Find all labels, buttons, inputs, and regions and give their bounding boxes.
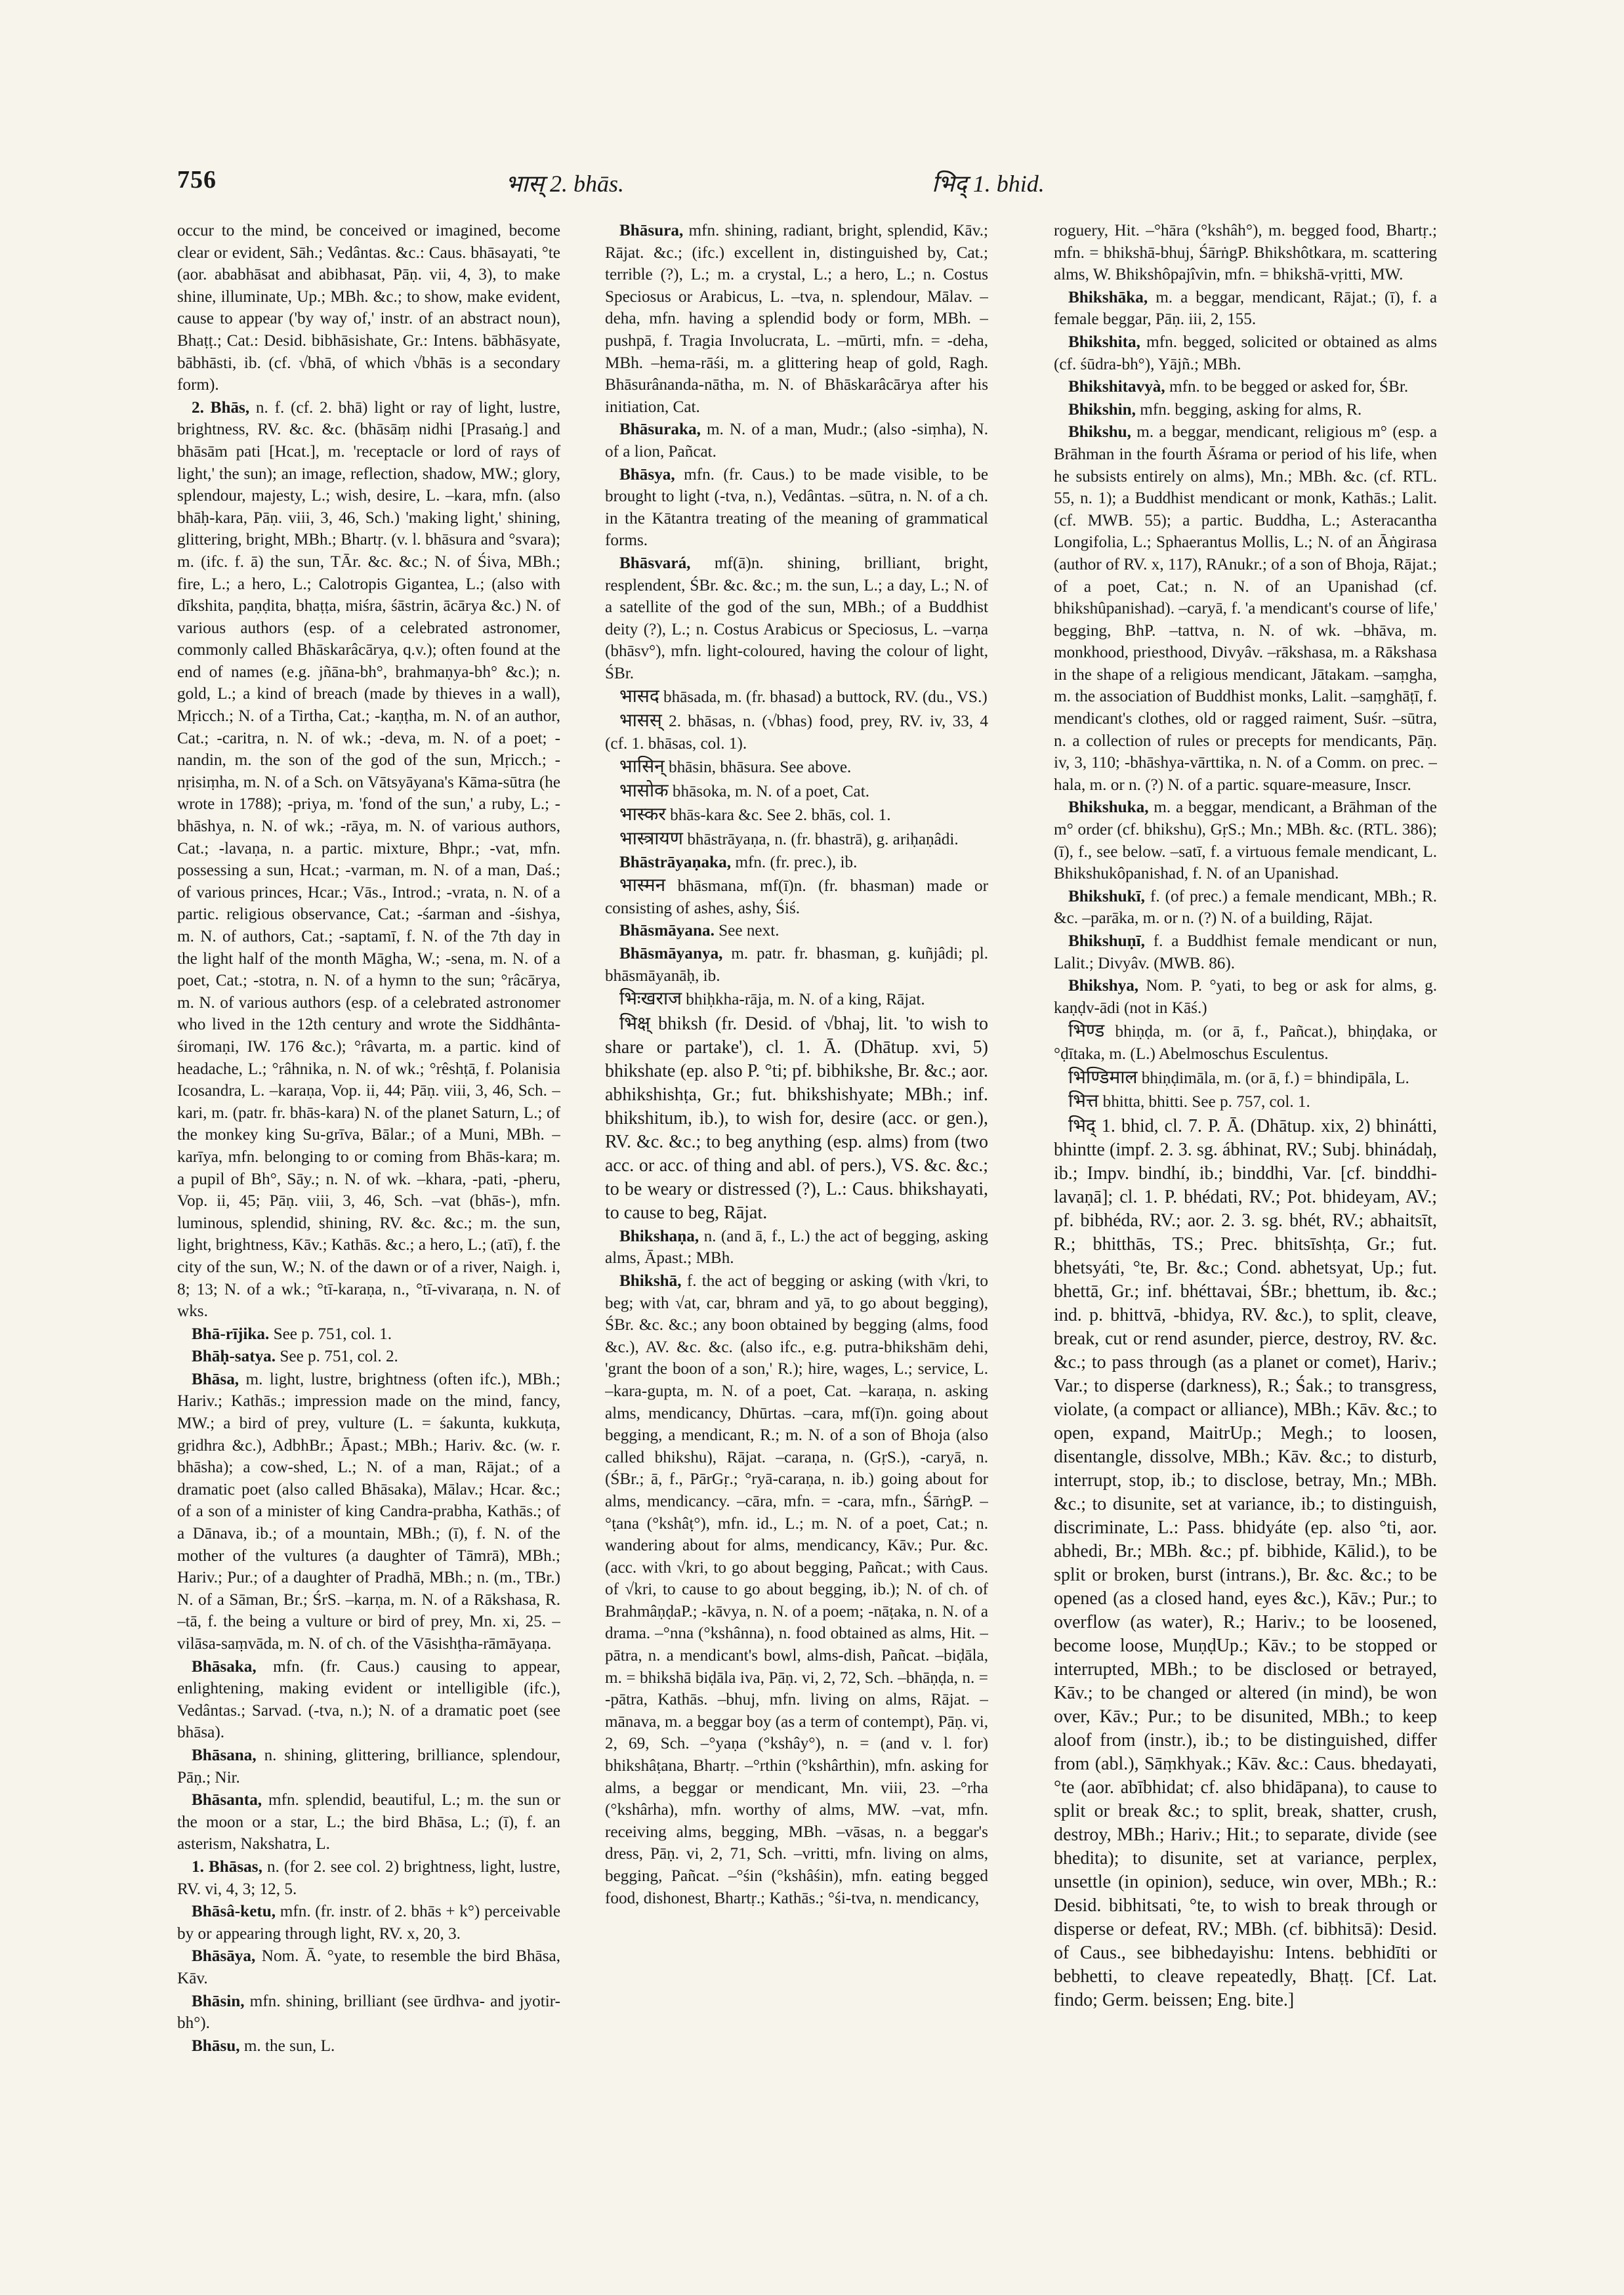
entry-headword: 1. Bhāsas,	[192, 1857, 262, 1876]
entry-headword: Bhāsana,	[192, 1746, 257, 1764]
entry-definition: m. patr. fr. bhasman, g. kuñjâdi; pl. bhāsmāyanāḥ, ib.	[605, 945, 988, 985]
dictionary-entry	[177, 220, 560, 396]
dictionary-entry	[605, 803, 988, 827]
dictionary-entry	[605, 419, 988, 463]
entry-definition: m. a beggar, mendicant, Rājat.; (ī), f. a female beggar, Pāṇ. iii, 2, 155.	[1054, 288, 1437, 329]
entry-definition: mfn. begged, solicited or obtained as alms (cf. śūdra-bh°), Yājñ.; MBh.	[1054, 333, 1437, 373]
entry-headword: Bhāsin,	[192, 1992, 245, 2010]
entry-headword: Bhāsmāyanya,	[619, 945, 723, 962]
devanagari-headword: भास्त्रायण	[619, 827, 684, 850]
entry-definition: bhāsmana, mf(ī)n. (fr. bhasman) made or consisting of ashes, ashy, Śiś.	[605, 877, 988, 917]
devanagari-headword: भिक्ष्	[619, 1012, 651, 1034]
entry-definition: bhiksh (fr. Desid. of √bhaj, lit. 'to wish to share or partake'), cl. 1. Ā. (Dhātup. xvi, 5) bhikshate (ep. also P. °ti; pf. bibhikshe, Br. &c.; aor. abhikshishṭa, Gr.; fut. bhikshishyate; MBh.; inf. bhikshitum, ib.), to wish for, desire (acc. or gen.), RV. &c. &c.; to beg anything (esp. alms) from (two acc. or acc. of thing and abl. of pers.), VS. &c. &c.; to be weary or distressed (?), L.: Caus. bhikshayati, to cause to beg, Rājat.	[605, 1013, 988, 1223]
entry-headword: Bhāsāya,	[192, 1947, 256, 1966]
entry-definition: mfn. (fr. Caus.) to be made visible, to be brought to light (-tva, n.), Vedântas. –sūtra, n. N. of a ch. in the Kātantra treating of the meaning of grammatical forms.	[605, 465, 988, 550]
entry-definition: bhāsada, m. (fr. bhasad) a buttock, RV. (du., VS.)	[663, 688, 988, 707]
entry-definition: m. a beggar, mendicant, a Brāhman of the m° order (cf. bhikshu), GṛS.; Mn.; MBh. &c. (RTL. 386); (ī), f., see below. –satī, f. a virtuous female mendicant, L. Bhikshukôpanishad, f. N. of an Upanishad.	[1054, 798, 1437, 883]
column-2	[605, 220, 988, 2231]
dictionary-entry	[177, 1745, 560, 1788]
dictionary-entry	[177, 1901, 560, 1945]
entry-headword: Bhikshitavyà,	[1068, 378, 1165, 396]
dictionary-entry	[177, 397, 560, 1323]
dictionary-entry	[605, 220, 988, 418]
dictionary-entry	[177, 1323, 560, 1346]
entry-definition: bhiṇḍimāla, m. (or ā, f.) = bhindipāla, L.	[1141, 1069, 1409, 1087]
entry-definition: n. (for 2. see col. 2) brightness, light, lustre, RV. vi, 4, 3; 12, 5.	[177, 1857, 560, 1898]
dictionary-entry	[605, 920, 988, 942]
entry-headword: Bhāsmāyana.	[619, 922, 715, 940]
entry-definition: m. N. of a man, Mudr.; (also -siṃha), N. of a lion, Pañcat.	[605, 421, 988, 461]
entry-definition: f. (of prec.) a female mendicant, MBh.; R. &c. –parāka, m. or n. (?) N. of a building, Rājat.	[1054, 887, 1437, 928]
column-3	[1054, 220, 1437, 2231]
entry-definition: m. the sun, L.	[243, 2037, 335, 2055]
devanagari-headword: भित्त	[1068, 1090, 1099, 1112]
dictionary-entry	[177, 1789, 560, 1855]
dictionary-entry	[177, 1945, 560, 1989]
entry-headword: Bhāsâ-ketu,	[192, 1903, 276, 1921]
entry-definition: occur to the mind, be conceived or imagined, become clear or evident, Sāh.; Vedântas. &c.: Caus. bhāsayati, °te (aor. ababhāsat and abibhasat, Pāṇ. vii, 4, 3), to make shine, illuminate, Up.; MBh. &c.; to show, make evident, cause to appear ('by way of,' instr. of an abstract noun), Bhaṭṭ.; Cat.: Desid. bibhāsishate, Gr.: Intens. bābhāsyate, bābhāsti, ib. (cf. √bhā, of which √bhās is a secondary form).	[177, 222, 560, 394]
dictionary-entry	[1054, 1020, 1437, 1065]
entry-definition: n. shining, glittering, brilliance, splendour, Pāṇ.; Nir.	[177, 1746, 560, 1787]
entry-definition: m. a beggar, mendicant, religious m° (esp. a Brāhman in the fourth Āśrama or period of his life, when he subsists entirely on alms), Mn.; MBh. &c. (cf. RTL. 55, n. 1); a Buddhist mendicant or monk, Kathās.; Lalit. (cf. MWB. 55); a partic. Buddha, L.; Asteracantha Longifolia, L.; Sphaerantus Mollis, L.; N. of an Āṅgirasa (author of RV. x, 117), RAnukr.; of a son of Bhoja, Rājat.; of a poet, Cat.; n. N. of an Upanishad (cf. bhikshûpanishad). –caryā, f. 'a mendicant's course of life,' begging, BhP. –tattva, n. N. of wk. –bhāva, m. monkhood, priesthood, Divyâv. –rākshasa, m. a Rākshasa in the shape of a religious mendicant, Jātakam. –saṃgha, m. the association of Buddhist monks, Lalit. –saṃghāṭī, f. mendicant's clothes, old or ragged raiment, Suśr. –sūtra, n. a collection of rules or precepts for mendicants, Pāṇ. iv, 3, 110; -bhāshya-vārttika, n. N. of a Comm. on prec. –hala, m. or n. (?) N. of a partic. square-measure, Inscr.	[1054, 423, 1437, 794]
page-number: 756	[177, 166, 217, 194]
devanagari-headword: भासद	[619, 685, 659, 707]
entry-definition: bhitta, bhitti. See p. 757, col. 1.	[1102, 1093, 1310, 1111]
dictionary-entry	[177, 1369, 560, 1655]
dictionary-entry	[605, 1012, 988, 1225]
entry-headword: Bhikshāka,	[1068, 288, 1148, 306]
entry-headword: Bhāsura,	[619, 222, 684, 239]
dictionary-entry	[605, 755, 988, 779]
dictionary-entry	[1054, 220, 1437, 286]
entry-definition: See p. 751, col. 1.	[273, 1325, 392, 1343]
dictionary-entry	[177, 2035, 560, 2057]
dictionary-entry	[605, 709, 988, 755]
entry-definition: See p. 751, col. 2.	[280, 1348, 398, 1366]
entry-definition: mfn. shining, brilliant (see ūrdhva- and jyotir-bh°).	[177, 1992, 560, 2033]
dictionary-entry	[605, 1270, 988, 1909]
entry-headword: Bhikshā,	[619, 1272, 682, 1290]
column-1	[177, 220, 560, 2231]
entry-headword: Bhikshuṇī,	[1068, 932, 1145, 950]
dictionary-entry	[605, 943, 988, 987]
entry-definition: mf(ā)n. shining, brilliant, bright, resplendent, ŚBr. &c. &c.; m. the sun, L.; a day, L.; N. of a satellite of the god of the sun, MBh.; of a Buddhist deity (?), L.; n. Costus Arabicus or Speciosus, L. –varṇa (bhāsv°), mfn. light-coloured, having the colour of light, ŚBr.	[605, 554, 988, 682]
entry-headword: Bhikshuka,	[1068, 798, 1149, 817]
entry-headword: Bhāstrāyaṇaka,	[619, 853, 732, 871]
entry-definition: Nom. Ā. °yate, to resemble the bird Bhāsa, Kāv.	[177, 1947, 560, 1987]
devanagari-headword: भिण्डिमाल	[1068, 1065, 1138, 1088]
dictionary-entry	[605, 685, 988, 709]
page-header	[177, 165, 1437, 205]
entry-definition: bhāsin, bhāsura. See above.	[668, 758, 852, 777]
entry-definition: 1. bhid, cl. 7. P. Ā. (Dhātup. xix, 2) bhinátti, bhintte (impf. 2. 3. sg. ábhinat, RV.; Subj. bhinádaḥ, ib.; Impv. bindhí, ib.; binddhi, Var. [cf. binddhi-lavaṇā]; cl. 1. P. bhédati, RV.; Pot. bhideyam, AV.; pf. bibhéda, RV.; aor. 2. 3. sg. bhét, RV.; abhaitsīt, R.; bhitthās, TS.; Prec. bhitsīshṭa, Gr.; fut. bhetsyáti, °te, Br. &c.; Cond. abhetsyat, Up.; fut. bhettā, Gr.; inf. bhéttavai, ŚBr.; bhettum, ib. &c.; ind. p. bhittvā, -bhidya, RV. &c.), to split, cleave, break, cut or rend asunder, pierce, destroy, RV. &c. &c.; to pass through (as a planet or comet), Hariv.; Var.; to disperse (darkness), R.; Śak.; to transgress, violate, (a compact or alliance), MBh.; Kāv. &c.; to open, expand, MaitrUp.; Megh.; to loosen, disentangle, dissolve, MBh.; Kāv. &c.; to disturb, interrupt, stop, ib.; to disclose, betray, Mn.; MBh. &c.; to disunite, set at variance, ib.; to distinguish, discriminate, L.: Pass. bhidyáte (ep. also °ti, aor. abhedi, Br.; MBh. &c.; pf. bibhide, Kālid.), to be split or broken, burst (intrans.), Br. &c. &c.; to be opened (as a closed hand, eyes &c.), Kāv.; Pur.; to overflow (as water), R.; Hariv.; to be loosened, become loose, MuṇḍUp.; Kāv.; to be stopped or interrupted, MBh.; to be disclosed or betrayed, Kāv.; to be changed or altered (in mind), be won over, Kāv.; Pur.; to be disunited, MBh.; to keep aloof from (instr.), ib.; to be distinguished, differ from (abl.), Sāṃkhyak.; Kāv. &c.: Caus. bhedayati, °te (aor. abībhidat; cf. also bhidāpana), to cause to split or break &c.; to split, break, shatter, crush, destroy, MBh.; Hariv.; Hit.; to separate, divide (see bhedita); to disunite, set at variance, perplex, unsettle (in opinion), seduce, win over, MBh.; R.: Desid. bibhitsati, °te, to wish to break through or disperse or defeat, RV.; MBh. (cf. bibhitsā): Desid. of Caus., see bibhedayishu: Intens. bebhidīti or bebhetti, to cleave repeatedly, Bhaṭṭ. [Cf. Lat. findo; Germ. beissen; Eng. bite.]	[1054, 1115, 1437, 2010]
dictionary-entry	[1054, 975, 1437, 1019]
dictionary-entry	[1054, 376, 1437, 398]
entry-definition: bhās-kara &c. See 2. bhās, col. 1.	[670, 806, 891, 825]
devanagari-headword: भिःखराज	[619, 987, 682, 1010]
dictionary-entry	[605, 779, 988, 803]
entry-definition: roguery, Hit. –°hāra (°kshâh°), m. begged food, Bhartṛ.; mfn. = bhikshā-bhuj, ŚārṅgP. Bhikshôtkara, m. scattering alms, W. Bhikshôpajîvin, mfn. = bhikshā-vṛitti, MW.	[1054, 222, 1437, 284]
dictionary-entry	[605, 874, 988, 919]
dictionary-entry	[1054, 796, 1437, 884]
entry-definition: mfn. begging, asking for alms, R.	[1140, 400, 1362, 419]
dictionary-entry	[1054, 1114, 1437, 2012]
dictionary-entry	[1054, 1090, 1437, 1113]
entry-definition: mfn. (fr. instr. of 2. bhās + k°) perceivable by or appearing through light, RV. x, 20, 3.	[177, 1903, 560, 1943]
dictionary-entry	[605, 552, 988, 685]
entry-definition: bhāstrāyaṇa, n. (fr. bhastrā), g. ariḥaṇâdi.	[687, 831, 959, 849]
devanagari-headword: भासोक	[619, 779, 669, 801]
entry-definition: See next.	[718, 922, 780, 940]
dictionary-entry	[177, 1656, 560, 1744]
devanagari-headword: भिण्ड	[1068, 1020, 1105, 1042]
entry-headword: Bhikshita,	[1068, 333, 1140, 351]
dictionary-entry	[1054, 331, 1437, 375]
entry-definition: mfn. shining, radiant, bright, splendid, Kāv.; Rājat. &c.; (ifc.) excellent in, distinguished by, Cat.; terrible (?), L.; m. a crystal, L.; a hero, L.; n. Costus Speciosus or Arabicus, L. –tva, n. splendour, Mālav. –deha, mfn. having a splendid body or form, MBh. –pushpā, f. Tragia Involucrata, L. –mūrti, mfn. = -deha, MBh. –hema-rāśi, m. a glittering heap of gold, Ragh. Bhāsurânanda-nātha, m. N. of Bhāskarâcārya after his initiation, Cat.	[605, 222, 988, 416]
entry-headword: Bhā-rījika.	[192, 1325, 270, 1343]
devanagari-headword: भासिन्	[619, 755, 665, 777]
entry-definition: f. the act of begging or asking (with √kri, to beg; with √at, car, bhram and yā, to go about begging), ŚBr. &c. &c.; any boon obtained by begging (alms, food &c.), AV. &c. &c. (also ifc., e.g. putra-bhikshām dehi, 'grant the boon of a son,' R.); hire, wages, L.; service, L. –kara-gupta, m. N. of a poet, Cat. –karaṇa, n. asking alms, mendicancy, Dhūrtas. –cara, mf(ī)n. going about begging, a mendicant, R.; m. N. of a son of Bhoja (also called bhikshu), Rājat. –caraṇa, n. (GṛS.), -caryā, n. (ŚBr.; ā, f., PārGṛ.; °ryā-caraṇa, n. ib.) going about for alms, mendicancy. –cāra, mfn. = -cara, mfn., ŚārṅgP. –°ṭana (°kshâṭ°), mfn. id., L.; m. N. of a poet, Cat.; n. wandering about for alms, mendicancy, Kāv.; Pur. &c. (acc. with √kri, to go about begging, Pañcat.; with Caus. of √kri, to cause to go about begging, ib.); N. of ch. of BrahmâṇḍaP.; -kāvya, n. N. of a poem; -nāṭaka, n. N. of a drama. –°nna (°kshânna), n. food obtained as alms, Hit. –pātra, n. a mendicant's bowl, alms-dish, Pañcat. –biḍāla, m. = bhikshā biḍāla iva, Pāṇ. vi, 2, 72, Sch. –bhāṇḍa, n. = -pātra, Kathās. –bhuj, mfn. living on alms, Rājat. –mānava, m. a beggar boy (as a term of contempt), Pāṇ. vi, 2, 69, Sch. –°yaṇa (°kshây°), n. = (and v. l. for) bhikshâṭana, Bhartṛ. –°rthin (°kshârthin), mfn. asking for alms, a beggar or mendicant, Mn. viii, 23. –°rha (°kshârha), mfn. worthy of alms, MW. –vat, mfn. receiving alms, begging, MBh. –vāsas, n. a beggar's dress, Pāṇ. vi, 2, 71, Sch. –vritti, mfn. living on alms, begging, Pañcat. –°śin (°kshâśin), mfn. eating begged food, dishonest, Bhartṛ.; Kathās.; °śi-tva, n. mendicancy,	[605, 1272, 988, 1907]
dictionary-entry	[1054, 421, 1437, 796]
devanagari-headword: भास्मन	[619, 874, 666, 896]
devanagari-headword: भास्कर	[619, 803, 666, 825]
devanagari-headword: भिद्	[1068, 1114, 1096, 1136]
right-running-headword: भिद् 1. bhid.	[932, 171, 1045, 197]
entry-definition: mfn. splendid, beautiful, L.; m. the sun or the moon or a star, L.; the bird Bhāsa, L.; (ī), f. an asterism, Nakshatra, L.	[177, 1791, 560, 1853]
entry-headword: 2. Bhās,	[192, 398, 250, 417]
entry-definition: bhāsoka, m. N. of a poet, Cat.	[672, 782, 870, 800]
dictionary-entry	[1054, 886, 1437, 930]
dictionary-entry	[605, 1226, 988, 1270]
entry-headword: Bhāsvará,	[619, 554, 691, 572]
entry-definition: Nom. P. °yati, to beg or ask for alms, g. kaṇḍv-ādi (not in Kāś.)	[1054, 977, 1437, 1017]
entry-definition: n. (and ā, f., L.) the act of begging, asking alms, Āpast.; MBh.	[605, 1227, 988, 1268]
entry-definition: mfn. (fr. prec.), ib.	[735, 853, 858, 871]
entry-headword: Bhāḥ-satya.	[192, 1348, 276, 1366]
left-running-headword: भास् 2. bhās.	[505, 171, 624, 197]
entry-headword: Bhāsa,	[192, 1370, 239, 1388]
entry-headword: Bhāsaka,	[192, 1657, 257, 1676]
dictionary-entry	[605, 464, 988, 552]
entry-headword: Bhāsya,	[619, 465, 675, 484]
entry-headword: Bhāsu,	[192, 2037, 240, 2055]
entry-definition: n. f. (cf. 2. bhā) light or ray of light, lustre, brightness, RV. &c. &c. (bhāsāṃ nidhi [Prasaṅg.] and bhāsām pati [Hcat.], m. 'receptacle or lord of rays of light,' the sun); an image, reflection, shadow, MW.; glory, splendour, majesty, L.; wish, desire, L. –kara, mfn. (also bhāḥ-kara, Pāṇ. viii, 3, 46, Sch.) 'making light,' shining, glittering, bright, MBh.; Bhartṛ. (v. l. bhāsura and °svara); m. (ifc. f. ā) the sun, TĀr. &c. &c.; N. of Śiva, MBh.; fire, L.; a hero, L.; Calotropis Gigantea, L.; (also with dīkshita, paṇḍita, bhaṭṭa, miśra, śāstrin, ācārya &c.) N. of various authors (esp. of a celebrated astronomer, commonly called Bhāskarâcārya, q.v.); often found at the end of names (e.g. jñāna-bh°, brahmaṇya-bh° &c.); n. gold, L.; a kind of breach (made by thieves in a wall), Mṛicch.; N. of a Tirtha, Cat.; -kaṇṭha, m. N. of an author, Cat.; -caritra, n. N. of wk.; -deva, m. N. of a poet; -nandin, m. the son of the god of the sun, Mṛicch.; -nṛisiṃha, m. N. of a Sch. on Vātsyāyana's Kāma-sūtra (he wrote in 1788); -priya, m. 'fond of the sun,' a ruby, L.; -bhāshya, n. N. of wk.; -rāya, m. N. of various authors, Cat.; -lavaṇa, n. a partic. mixture, Bhpr.; -vat, mfn. possessing a sun, Hcat.; -varman, m. N. of a man, Daś.; of various princes, Hcar.; Vās., Introd.; -vrata, n. N. of a partic. religious observance, Cat.; -śarman and -śishya, m. N. of authors, Cat.; -saptamī, f. N. of the 7th day in the light half of the month Māgha, W.; -sena, m. N. of a poet, Cat.; -stotra, n. N. of a hymn to the sun; °râcārya, m. N. of various authors (esp. of a celebrated astronomer who lived in the 12th century and wrote the Siddhânta-śiromaṇi, IW. 176 &c.); °râvarta, m. a partic. kind of headache, L.; °râhnika, n. N. of wk.; °rêshṭā, f. Polanisia Icosandra, L. –karaṇa, Vop. ii, 44; Pāṇ. viii, 3, 46, Sch. –kari, m. (patr. fr. bhās-kara) N. of the planet Saturn, L.; of the monkey king Su-grīva, Bālar.; of a Muni, MBh. –karīya, mfn. belonging to or coming from Bhās-kara; m. a pupil of Bh°, Sāy.; n. N. of wk. –khara, -pati, -pheru, Vop. ii, 45; Pāṇ. viii, 3, 46, Sch. –vat (bhās-), mfn. luminous, splendid, shining, RV. &c. &c.; m. the sun, light, brightness, Kāv.; Kathās. &c.; a hero, L.; (atī), f. the city of the sun, W.; N. of the dawn or of a river, Naigh. i, 8; 13; N. of a wk.; °tī-karaṇa, n., °tī-vivaraṇa, n. N. of wks.	[177, 398, 560, 1321]
entry-definition: mfn. to be begged or asked for, ŚBr.	[1169, 378, 1409, 396]
dictionary-entry	[605, 987, 988, 1011]
entry-headword: Bhāsanta,	[192, 1791, 262, 1809]
entry-headword: Bhikshin,	[1068, 400, 1136, 419]
entry-headword: Bhikshaṇa,	[619, 1227, 699, 1245]
entry-definition: m. light, lustre, brightness (often ifc.), MBh.; Hariv.; Kathās.; impression made on the mind, fancy, MW.; a bird of prey, vulture (L. = śakunta, kukkuṭa, gṛidhra &c.), AdbhBr.; Āpast.; MBh.; Hariv. &c. (w. r. bhāsha); a cow-shed, L.; N. of a man, Rājat.; of a dramatic poet (also called Bhāsaka), Mālav.; Hcar. &c.; of a son of a minister of king Candra-prabha, Kathās.; of a Dānava, ib.; of a mountain, MBh.; (ī), f. N. of the mother of the vultures (a daughter of Tāmrā), MBh.; Hariv.; Pur.; of a daughter of Pradhā, MBh.; n. (m., TBr.) N. of a Sāman, Br.; ŚrS. –karṇa, m. N. of a Rākshasa, R. –tā, f. the being a vulture or bird of prey, Mn. xi, 25. –vilāsa-saṃvāda, m. N. of ch. of the Vāsishṭha-rāmāyaṇa.	[177, 1370, 560, 1653]
entry-definition: 2. bhāsas, n. (√bhas) food, prey, RV. iv, 33, 4 (cf. 1. bhāsas, col. 1).	[605, 713, 988, 753]
dictionary-entry	[605, 852, 988, 874]
dictionary-entry	[177, 1991, 560, 2035]
devanagari-headword: भासस्	[619, 709, 662, 732]
entry-headword: Bhāsuraka,	[619, 421, 701, 439]
entry-headword: Bhikshu,	[1068, 423, 1131, 442]
dictionary-entry	[605, 827, 988, 851]
entry-definition: bhiḥkha-rāja, m. N. of a king, Rājat.	[686, 991, 925, 1009]
dictionary-entry	[1054, 287, 1437, 331]
dictionary-entry	[1054, 930, 1437, 974]
dictionary-entry	[177, 1856, 560, 1900]
dictionary-entry	[177, 1346, 560, 1368]
entry-definition: bhiṇḍa, m. (or ā, f., Pañcat.), bhiṇḍaka, or °ḍītaka, m. (L.) Abelmoschus Esculentus.	[1054, 1023, 1437, 1063]
dictionary-entry	[1054, 1066, 1437, 1090]
dictionary-entry	[1054, 399, 1437, 421]
entry-headword: Bhikshya,	[1068, 977, 1139, 995]
entry-definition: f. a Buddhist female mendicant or nun, Lalit.; Divyâv. (MWB. 86).	[1054, 932, 1437, 972]
entry-headword: Bhikshukī,	[1068, 887, 1145, 905]
entry-definition: mfn. (fr. Caus.) causing to appear, enlightening, making evident or intelligible (ifc.), Vedântas.; Sarvad. (-tva, n.); N. of a dramatic poet (see bhāsa).	[177, 1657, 560, 1742]
